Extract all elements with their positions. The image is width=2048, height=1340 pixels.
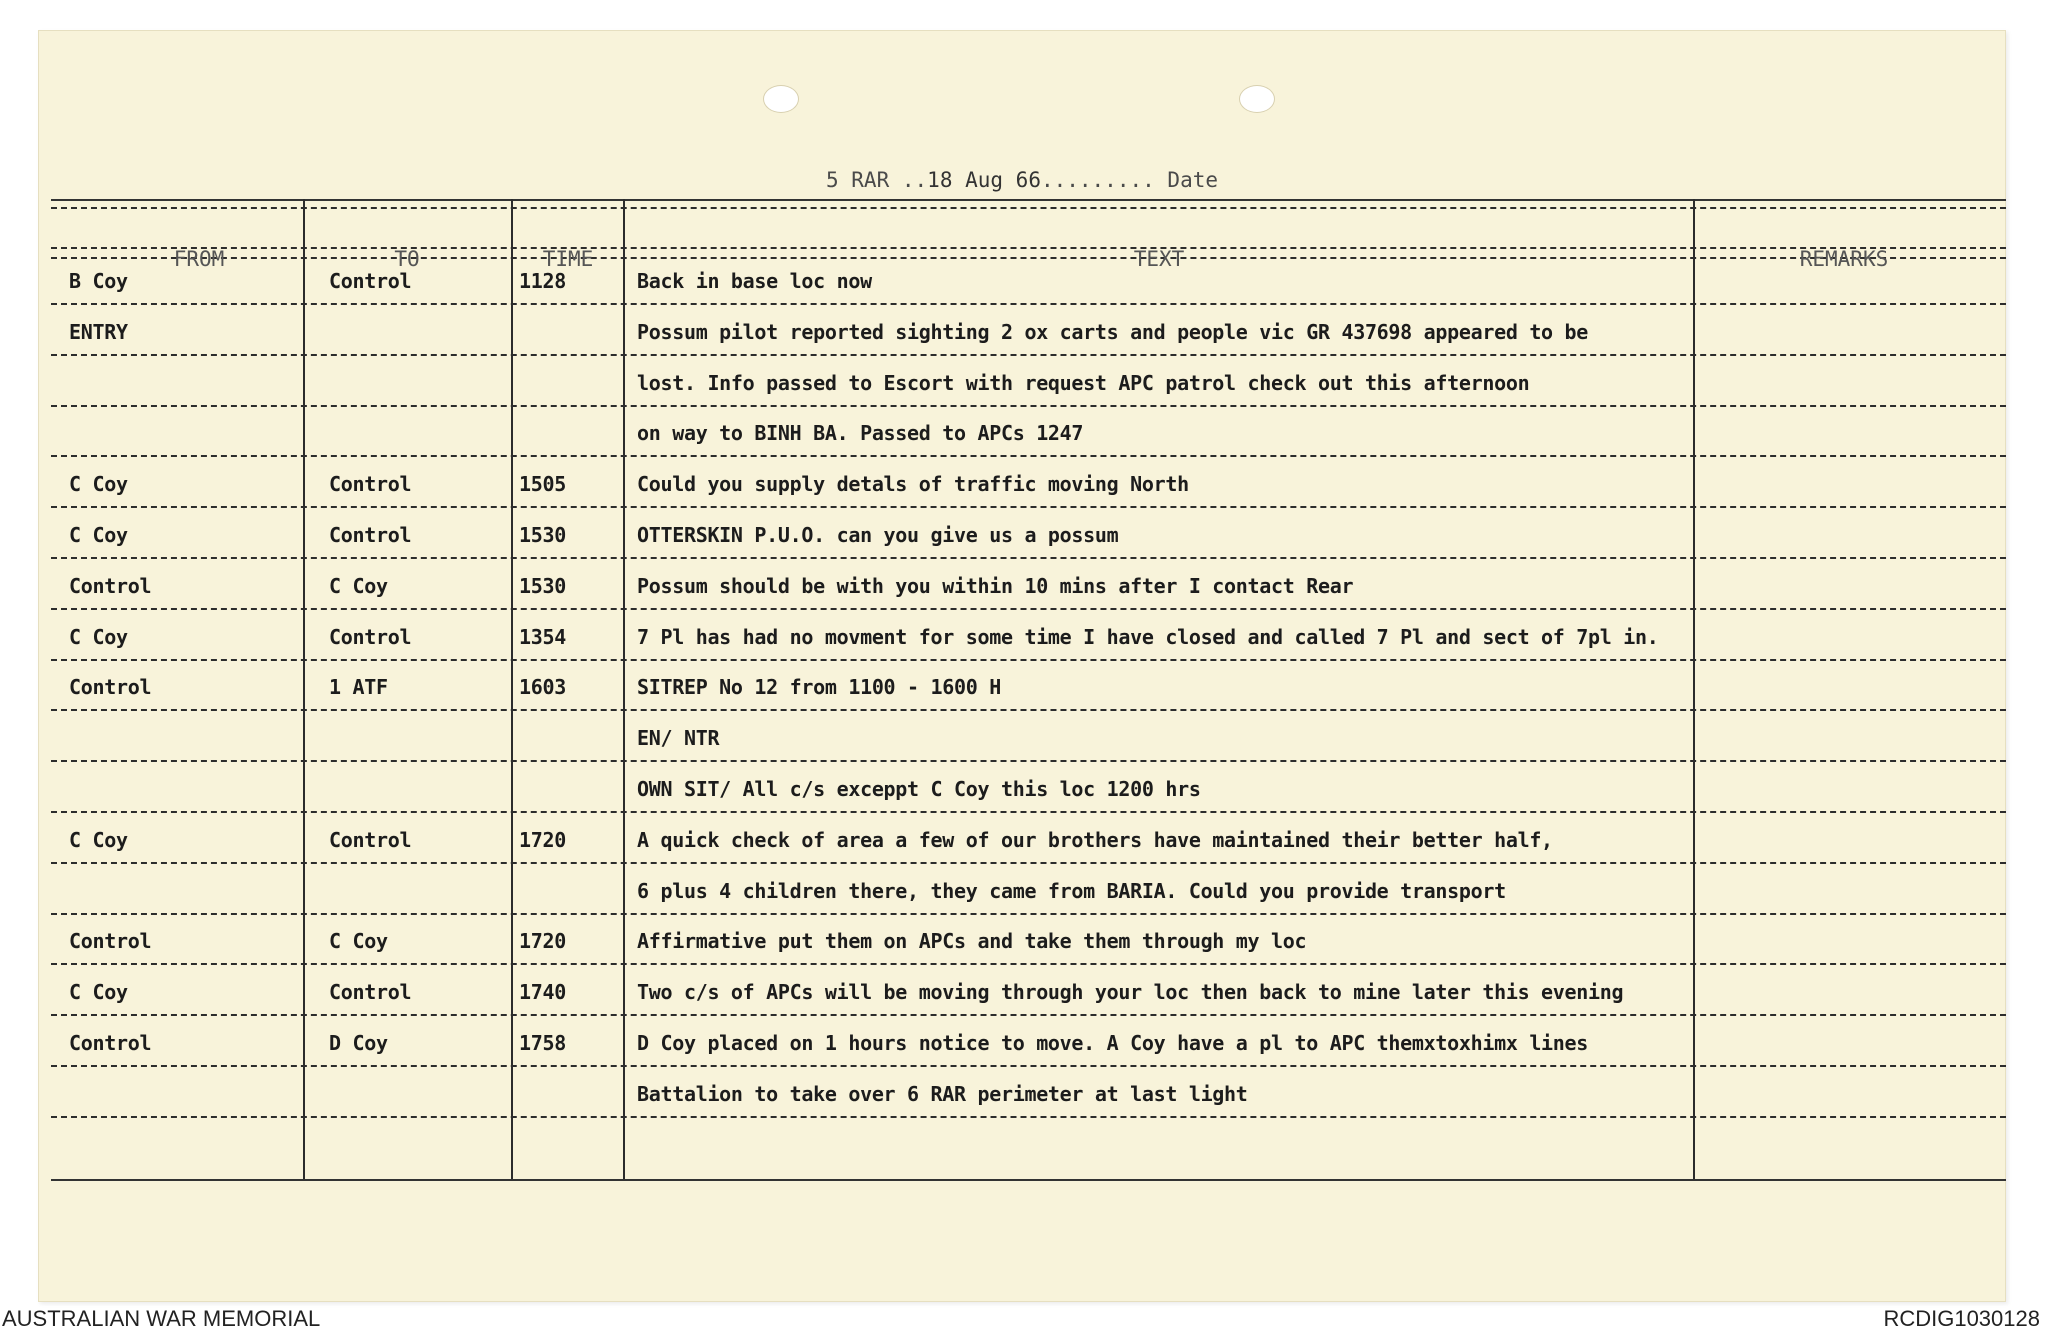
log-text-cell: Possum should be with you within 10 mins after I contact Rear xyxy=(637,573,1354,598)
log-to-cell: C Coy xyxy=(329,573,388,598)
log-time-cell: 1530 xyxy=(519,523,566,547)
log-text-cell: Back in base loc now xyxy=(637,269,872,293)
header-dots: .. xyxy=(901,168,928,192)
log-from-cell: C Coy xyxy=(69,980,128,1005)
footer-record-id: RCDIG1030128 xyxy=(1883,1306,2040,1331)
table-top-rule xyxy=(51,199,2006,201)
log-text-cell: Affirmative put them on APCs and take them through my loc xyxy=(637,929,1307,954)
log-to-cell: Control xyxy=(329,523,412,547)
punch-hole-right xyxy=(1239,85,1275,113)
log-text-cell: lost. Info passed to Escort with request APC patrol check out this afternoon xyxy=(637,370,1530,395)
date-label: Date xyxy=(1167,168,1218,192)
log-from-cell: B Coy xyxy=(69,269,128,293)
row-rule xyxy=(51,1014,2006,1016)
log-time-cell: 1720 xyxy=(519,827,566,852)
row-rule xyxy=(51,354,2006,356)
log-time-cell: 1758 xyxy=(519,1031,566,1055)
log-time-cell: 1505 xyxy=(519,472,566,497)
log-text-cell: Could you supply detals of traffic moving North xyxy=(637,472,1189,497)
log-time-cell: 1354 xyxy=(519,624,566,649)
row-rule xyxy=(51,405,2006,407)
log-text-cell: EN/ NTR xyxy=(637,726,720,751)
log-text-cell: Two c/s of APCs will be moving through your loc then back to mine later this evening xyxy=(637,980,1624,1005)
log-from-cell: Control xyxy=(69,1031,152,1055)
log-from-cell: C Coy xyxy=(69,523,128,547)
column-header-to: TO xyxy=(394,247,420,271)
log-to-cell: Control xyxy=(329,827,412,852)
log-text-cell: 6 plus 4 children there, they came from BARIA. Could you provide transport xyxy=(637,878,1506,903)
row-rule xyxy=(51,709,2006,711)
log-text-cell: Battalion to take over 6 RAR perimeter at last light xyxy=(637,1081,1248,1106)
column-divider xyxy=(623,199,625,1179)
row-rule xyxy=(51,862,2006,864)
row-rule xyxy=(51,506,2006,508)
log-to-cell: Control xyxy=(329,980,412,1005)
row-rule xyxy=(51,608,2006,610)
log-time-cell: 1128 xyxy=(519,269,566,293)
log-time-cell: 1740 xyxy=(519,980,566,1005)
table-bottom-rule xyxy=(51,1179,2006,1181)
row-rule xyxy=(51,1116,2006,1118)
log-from-cell: C Coy xyxy=(69,827,128,852)
unit-name: 5 RAR xyxy=(826,168,890,192)
punch-hole-left xyxy=(763,85,799,113)
row-rule xyxy=(51,913,2006,915)
log-text-cell: A quick check of area a few of our brothers have maintained their better half, xyxy=(637,827,1553,852)
row-rule xyxy=(51,811,2006,813)
log-to-cell: D Coy xyxy=(329,1031,388,1055)
table-top-rule-2 xyxy=(51,207,2006,209)
row-rule xyxy=(51,455,2006,457)
log-text-cell: D Coy placed on 1 hours notice to move. A Coy have a pl to APC themxtoxhimx lines xyxy=(637,1031,1589,1055)
column-header-from: FROM xyxy=(173,247,225,271)
column-divider xyxy=(1693,199,1695,1179)
log-from-cell: ENTRY xyxy=(69,319,128,344)
log-time-cell: 1603 xyxy=(519,675,566,700)
log-time-cell: 1530 xyxy=(519,573,566,598)
column-header-text: TEXT xyxy=(1133,247,1185,271)
row-rule xyxy=(51,1065,2006,1067)
document-page xyxy=(38,30,2006,1302)
row-rule xyxy=(51,557,2006,559)
log-from-cell: C Coy xyxy=(69,624,128,649)
log-text-cell: 7 Pl has had no movment for some time I have closed and called 7 Pl and sect of 7pl in. xyxy=(637,624,1659,649)
header-dots-after: ......... xyxy=(1040,168,1155,192)
page-header xyxy=(39,168,2005,192)
log-text-cell: on way to BINH BA. Passed to APCs 1247 xyxy=(637,421,1084,446)
log-text-cell: SITREP No 12 from 1100 - 1600 H xyxy=(637,675,1001,700)
column-header-time: TIME xyxy=(542,247,594,271)
log-from-cell: Control xyxy=(69,675,152,700)
log-from-cell: Control xyxy=(69,929,152,954)
column-divider xyxy=(303,199,305,1179)
row-rule xyxy=(51,659,2006,661)
log-to-cell: 1 ATF xyxy=(329,675,388,700)
log-time-cell: 1720 xyxy=(519,929,566,954)
log-text-cell: OWN SIT/ All c/s exceppt C Coy this loc 1200 hrs xyxy=(637,777,1201,801)
row-rule xyxy=(51,963,2006,965)
log-to-cell: C Coy xyxy=(329,929,388,954)
log-from-cell: C Coy xyxy=(69,472,128,497)
column-divider xyxy=(511,199,513,1179)
log-text-cell: Possum pilot reported sighting 2 ox carts and people vic GR 437698 appeared to be xyxy=(637,319,1589,344)
row-rule xyxy=(51,760,2006,762)
log-to-cell: Control xyxy=(329,269,412,293)
header-date: 18 Aug 66 xyxy=(927,168,1041,192)
footer-archive-name: AUSTRALIAN WAR MEMORIAL xyxy=(2,1306,321,1331)
log-text-cell: OTTERSKIN P.U.O. can you give us a possum xyxy=(637,523,1119,547)
column-header-remarks: REMARKS xyxy=(1799,247,1889,271)
log-to-cell: Control xyxy=(329,472,412,497)
row-rule xyxy=(51,303,2006,305)
log-to-cell: Control xyxy=(329,624,412,649)
log-from-cell: Control xyxy=(69,573,152,598)
